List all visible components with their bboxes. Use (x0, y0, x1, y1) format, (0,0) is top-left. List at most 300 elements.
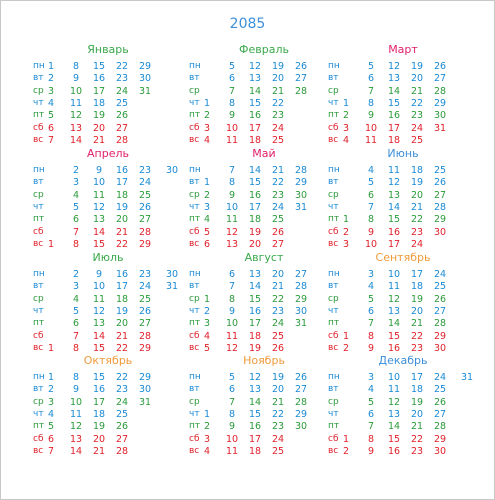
day-number: 17 (410, 269, 424, 280)
day-number: 1 (342, 433, 350, 445)
day-number: 16 (387, 445, 401, 457)
weekday-label: ср (33, 189, 44, 200)
day-number: 25 (433, 165, 447, 176)
month-block (33, 147, 183, 249)
month-name: Сентябрь (375, 251, 431, 264)
weekday-label: вт (33, 384, 44, 395)
week-row (33, 213, 183, 226)
weekday-label: сб (33, 226, 44, 237)
weekday-label: ср (328, 396, 339, 407)
week-row (33, 97, 183, 110)
day-number: 7 (228, 165, 236, 176)
day-number: 31 (460, 372, 474, 383)
day-number: 25 (271, 330, 285, 342)
day-number: 14 (248, 85, 262, 97)
day-number: 8 (228, 293, 236, 305)
day-number: 8 (367, 214, 375, 226)
weekday-label: пн (33, 372, 45, 382)
day-number: 21 (271, 165, 285, 176)
day-number: 20 (410, 408, 424, 420)
day-number: 10 (225, 433, 239, 445)
weekday-label: вс (33, 342, 44, 353)
day-number: 30 (165, 269, 179, 280)
day-number: 18 (92, 408, 106, 420)
weekday-label: сб (328, 122, 339, 133)
week-row (33, 342, 183, 355)
day-number: 4 (342, 134, 350, 146)
month-name: Август (244, 251, 284, 264)
week-row (328, 371, 478, 384)
weekday-label: пт (328, 110, 340, 121)
day-number: 9 (72, 384, 80, 396)
day-number: 6 (367, 189, 375, 201)
day-number: 31 (138, 396, 152, 408)
day-number: 24 (271, 318, 285, 330)
week-row (328, 60, 478, 73)
day-number: 8 (367, 330, 375, 342)
day-number: 15 (387, 433, 401, 445)
day-number: 11 (69, 408, 83, 420)
day-number: 12 (248, 372, 262, 383)
day-number: 19 (271, 372, 285, 383)
week-row (189, 238, 339, 251)
day-number: 24 (115, 396, 129, 408)
weekday-label: пт (33, 421, 45, 432)
day-number: 24 (138, 281, 152, 293)
day-number: 24 (138, 177, 152, 189)
day-number: 22 (410, 433, 424, 445)
day-number: 13 (248, 269, 262, 280)
week-row (328, 342, 478, 355)
day-number: 17 (387, 238, 401, 250)
weekday-label: чт (33, 305, 44, 316)
month-block (189, 43, 339, 145)
day-number: 27 (271, 238, 285, 250)
day-number: 21 (115, 226, 129, 238)
day-number: 12 (248, 61, 262, 72)
day-number: 13 (69, 122, 83, 134)
month-name: Июль (92, 251, 124, 264)
week-row (33, 72, 183, 85)
day-number: 16 (248, 421, 262, 433)
day-number: 26 (115, 421, 129, 433)
weekday-label: сб (328, 226, 339, 237)
day-number: 2 (72, 165, 80, 176)
day-number: 23 (115, 384, 129, 396)
day-number: 21 (410, 421, 424, 433)
day-number: 21 (115, 330, 129, 342)
day-number: 2 (47, 73, 55, 85)
weekday-label: пн (33, 269, 45, 279)
weekday-label: пн (189, 61, 201, 71)
weekday-label: сб (189, 226, 200, 237)
day-number: 7 (228, 85, 236, 97)
day-number: 7 (72, 330, 80, 342)
weekday-label: чт (328, 305, 339, 316)
day-number: 17 (387, 122, 401, 134)
day-number: 31 (294, 318, 308, 330)
week-row (328, 280, 478, 293)
day-number: 23 (138, 165, 152, 176)
day-number: 15 (92, 342, 106, 354)
day-number: 11 (387, 281, 401, 293)
day-number: 20 (92, 433, 106, 445)
day-number: 23 (410, 342, 424, 354)
day-number: 4 (47, 97, 55, 109)
day-number: 30 (165, 165, 179, 176)
day-number: 13 (387, 73, 401, 85)
weekday-label: вс (328, 342, 339, 353)
month-name: Апрель (87, 147, 129, 160)
day-number: 15 (92, 372, 106, 383)
week-row (189, 189, 339, 202)
day-number: 1 (47, 61, 55, 72)
day-number: 28 (115, 445, 129, 457)
day-number: 28 (433, 201, 447, 213)
day-number: 9 (228, 110, 236, 122)
month-name: Декабрь (378, 354, 428, 367)
week-row (189, 134, 339, 147)
day-number: 15 (248, 293, 262, 305)
day-number: 8 (228, 97, 236, 109)
weekday-label: пн (33, 165, 45, 175)
day-number: 26 (294, 61, 308, 72)
month-name: Июнь (387, 147, 419, 160)
day-number: 17 (410, 372, 424, 383)
day-number: 11 (92, 189, 106, 201)
day-number: 8 (228, 408, 236, 420)
day-number: 4 (367, 281, 375, 293)
weekday-label: вт (33, 281, 44, 292)
weekday-label: чт (189, 408, 200, 419)
day-number: 21 (410, 318, 424, 330)
weekday-label: пт (189, 214, 201, 225)
month-block (33, 251, 183, 353)
day-number: 6 (228, 73, 236, 85)
day-number: 31 (433, 122, 447, 134)
week-row (189, 60, 339, 73)
weekday-label: пн (189, 269, 201, 279)
day-number: 13 (387, 189, 401, 201)
day-number: 18 (387, 134, 401, 146)
week-row (33, 420, 183, 433)
day-number: 4 (47, 408, 55, 420)
week-row (328, 317, 478, 330)
day-number: 10 (364, 122, 378, 134)
weekday-label: вт (328, 384, 339, 395)
day-number: 15 (248, 408, 262, 420)
day-number: 29 (433, 433, 447, 445)
day-number: 7 (367, 421, 375, 433)
day-number: 8 (367, 97, 375, 109)
day-number: 21 (271, 396, 285, 408)
day-number: 23 (271, 421, 285, 433)
week-row (328, 213, 478, 226)
day-number: 19 (248, 226, 262, 238)
month-name: Февраль (239, 43, 289, 56)
day-number: 22 (271, 177, 285, 189)
day-number: 3 (203, 122, 211, 134)
day-number: 11 (92, 293, 106, 305)
week-row (328, 226, 478, 239)
day-number: 11 (225, 330, 239, 342)
weekday-label: ср (328, 85, 339, 96)
weekday-label: вс (33, 238, 44, 249)
day-number: 28 (294, 85, 308, 97)
day-number: 27 (433, 189, 447, 201)
day-number: 27 (294, 73, 308, 85)
day-number: 31 (138, 85, 152, 97)
day-number: 16 (387, 110, 401, 122)
day-number: 12 (69, 110, 83, 122)
weekday-label: вт (33, 73, 44, 84)
day-number: 21 (92, 134, 106, 146)
day-number: 20 (410, 189, 424, 201)
day-number: 21 (410, 201, 424, 213)
day-number: 10 (92, 281, 106, 293)
day-number: 30 (294, 421, 308, 433)
week-row (189, 164, 339, 177)
day-number: 11 (387, 384, 401, 396)
day-number: 23 (138, 269, 152, 280)
day-number: 29 (294, 293, 308, 305)
day-number: 20 (115, 318, 129, 330)
day-number: 27 (433, 408, 447, 420)
week-row (189, 268, 339, 281)
day-number: 18 (115, 189, 129, 201)
day-number: 15 (92, 238, 106, 250)
day-number: 2 (342, 110, 350, 122)
day-number: 5 (228, 61, 236, 72)
day-number: 28 (433, 421, 447, 433)
day-number: 1 (203, 177, 211, 189)
day-number: 5 (228, 372, 236, 383)
day-number: 28 (294, 396, 308, 408)
day-number: 25 (410, 134, 424, 146)
month-name: Январь (87, 43, 129, 56)
weekday-label: ср (189, 396, 200, 407)
day-number: 1 (203, 293, 211, 305)
weekday-label: сб (189, 330, 200, 341)
day-number: 27 (115, 433, 129, 445)
day-number: 30 (433, 226, 447, 238)
day-number: 27 (138, 214, 152, 226)
weekday-label: вт (328, 73, 339, 84)
month-name: Март (388, 43, 418, 56)
day-number: 8 (367, 433, 375, 445)
day-number: 16 (248, 110, 262, 122)
day-number: 4 (203, 445, 211, 457)
day-number: 5 (72, 305, 80, 317)
day-number: 30 (433, 110, 447, 122)
week-row (328, 109, 478, 122)
day-number: 8 (72, 238, 80, 250)
day-number: 13 (69, 433, 83, 445)
week-row (33, 134, 183, 147)
day-number: 4 (72, 293, 80, 305)
day-number: 4 (203, 214, 211, 226)
day-number: 9 (367, 226, 375, 238)
day-number: 14 (69, 134, 83, 146)
weekday-label: вс (189, 134, 200, 145)
day-number: 1 (203, 408, 211, 420)
weekday-label: вт (189, 177, 200, 188)
weekday-label: вт (189, 281, 200, 292)
day-number: 19 (248, 342, 262, 354)
week-row (33, 60, 183, 73)
day-number: 26 (115, 110, 129, 122)
day-number: 13 (248, 73, 262, 85)
day-number: 17 (115, 177, 129, 189)
week-row (189, 342, 339, 355)
day-number: 18 (410, 165, 424, 176)
week-row (189, 280, 339, 293)
day-number: 16 (387, 342, 401, 354)
week-row (189, 371, 339, 384)
day-number: 14 (92, 226, 106, 238)
day-number: 23 (410, 226, 424, 238)
day-number: 26 (138, 305, 152, 317)
day-number: 27 (433, 73, 447, 85)
day-number: 19 (271, 61, 285, 72)
week-row (328, 268, 478, 281)
day-number: 16 (115, 269, 129, 280)
day-number: 10 (225, 318, 239, 330)
day-number: 12 (92, 201, 106, 213)
day-number: 27 (294, 384, 308, 396)
day-number: 19 (92, 421, 106, 433)
day-number: 8 (72, 372, 80, 383)
week-row (189, 396, 339, 409)
day-number: 25 (138, 189, 152, 201)
weekday-label: сб (189, 433, 200, 444)
day-number: 3 (72, 281, 80, 293)
week-row (33, 122, 183, 135)
weekday-label: ср (33, 396, 44, 407)
day-number: 4 (367, 384, 375, 396)
weekday-label: сб (328, 330, 339, 341)
day-number: 27 (294, 269, 308, 280)
day-number: 19 (115, 201, 129, 213)
weekday-label: вт (33, 177, 44, 188)
day-number: 10 (387, 372, 401, 383)
week-row (328, 330, 478, 343)
week-row (328, 201, 478, 214)
day-number: 25 (138, 293, 152, 305)
day-number: 6 (367, 73, 375, 85)
day-number: 2 (72, 269, 80, 280)
day-number: 30 (294, 305, 308, 317)
day-number: 20 (248, 238, 262, 250)
day-number: 26 (271, 226, 285, 238)
day-number: 3 (203, 318, 211, 330)
week-row (33, 176, 183, 189)
day-number: 9 (367, 110, 375, 122)
weekday-label: ср (33, 293, 44, 304)
week-row (189, 176, 339, 189)
day-number: 6 (367, 305, 375, 317)
day-number: 21 (271, 85, 285, 97)
day-number: 15 (248, 97, 262, 109)
day-number: 11 (364, 134, 378, 146)
day-number: 3 (72, 177, 80, 189)
day-number: 7 (367, 201, 375, 213)
day-number: 9 (228, 421, 236, 433)
weekday-label: пт (33, 214, 45, 225)
day-number: 10 (92, 177, 106, 189)
day-number: 26 (294, 372, 308, 383)
day-number: 26 (271, 342, 285, 354)
week-row (328, 189, 478, 202)
month-block (328, 251, 478, 353)
weekday-label: ср (33, 85, 44, 96)
day-number: 14 (387, 318, 401, 330)
day-number: 10 (364, 238, 378, 250)
weekday-label: пт (189, 421, 201, 432)
weekday-label: пн (328, 165, 340, 175)
day-number: 5 (367, 396, 375, 408)
day-number: 13 (92, 214, 106, 226)
day-number: 22 (271, 97, 285, 109)
week-row (33, 238, 183, 251)
day-number: 28 (138, 330, 152, 342)
weekday-label: вт (328, 281, 339, 292)
day-number: 11 (225, 134, 239, 146)
day-number: 20 (92, 122, 106, 134)
day-number: 20 (115, 214, 129, 226)
day-number: 2 (47, 384, 55, 396)
weekday-label: вс (189, 238, 200, 249)
day-number: 6 (228, 384, 236, 396)
week-row (33, 305, 183, 318)
day-number: 19 (92, 110, 106, 122)
day-number: 1 (342, 97, 350, 109)
day-number: 4 (72, 189, 80, 201)
weekday-label: вс (189, 342, 200, 353)
day-number: 30 (138, 73, 152, 85)
day-number: 26 (433, 177, 447, 189)
day-number: 26 (433, 61, 447, 72)
day-number: 9 (367, 342, 375, 354)
day-number: 30 (433, 445, 447, 457)
day-number: 29 (138, 372, 152, 383)
day-number: 18 (248, 134, 262, 146)
week-row (33, 445, 183, 458)
day-number: 25 (271, 214, 285, 226)
day-number: 20 (271, 384, 285, 396)
week-row (33, 85, 183, 98)
day-number: 17 (92, 85, 106, 97)
day-number: 19 (410, 61, 424, 72)
day-number: 7 (47, 134, 55, 146)
week-row (189, 97, 339, 110)
day-number: 5 (47, 110, 55, 122)
month-name: Октябрь (83, 354, 133, 367)
month-name: Май (252, 147, 276, 160)
day-number: 7 (47, 445, 55, 457)
week-row (189, 226, 339, 239)
week-row (328, 134, 478, 147)
week-row (189, 109, 339, 122)
day-number: 14 (248, 396, 262, 408)
day-number: 12 (387, 396, 401, 408)
week-row (328, 445, 478, 458)
day-number: 22 (410, 97, 424, 109)
day-number: 4 (203, 330, 211, 342)
day-number: 22 (115, 238, 129, 250)
week-row (33, 317, 183, 330)
week-row (189, 293, 339, 306)
